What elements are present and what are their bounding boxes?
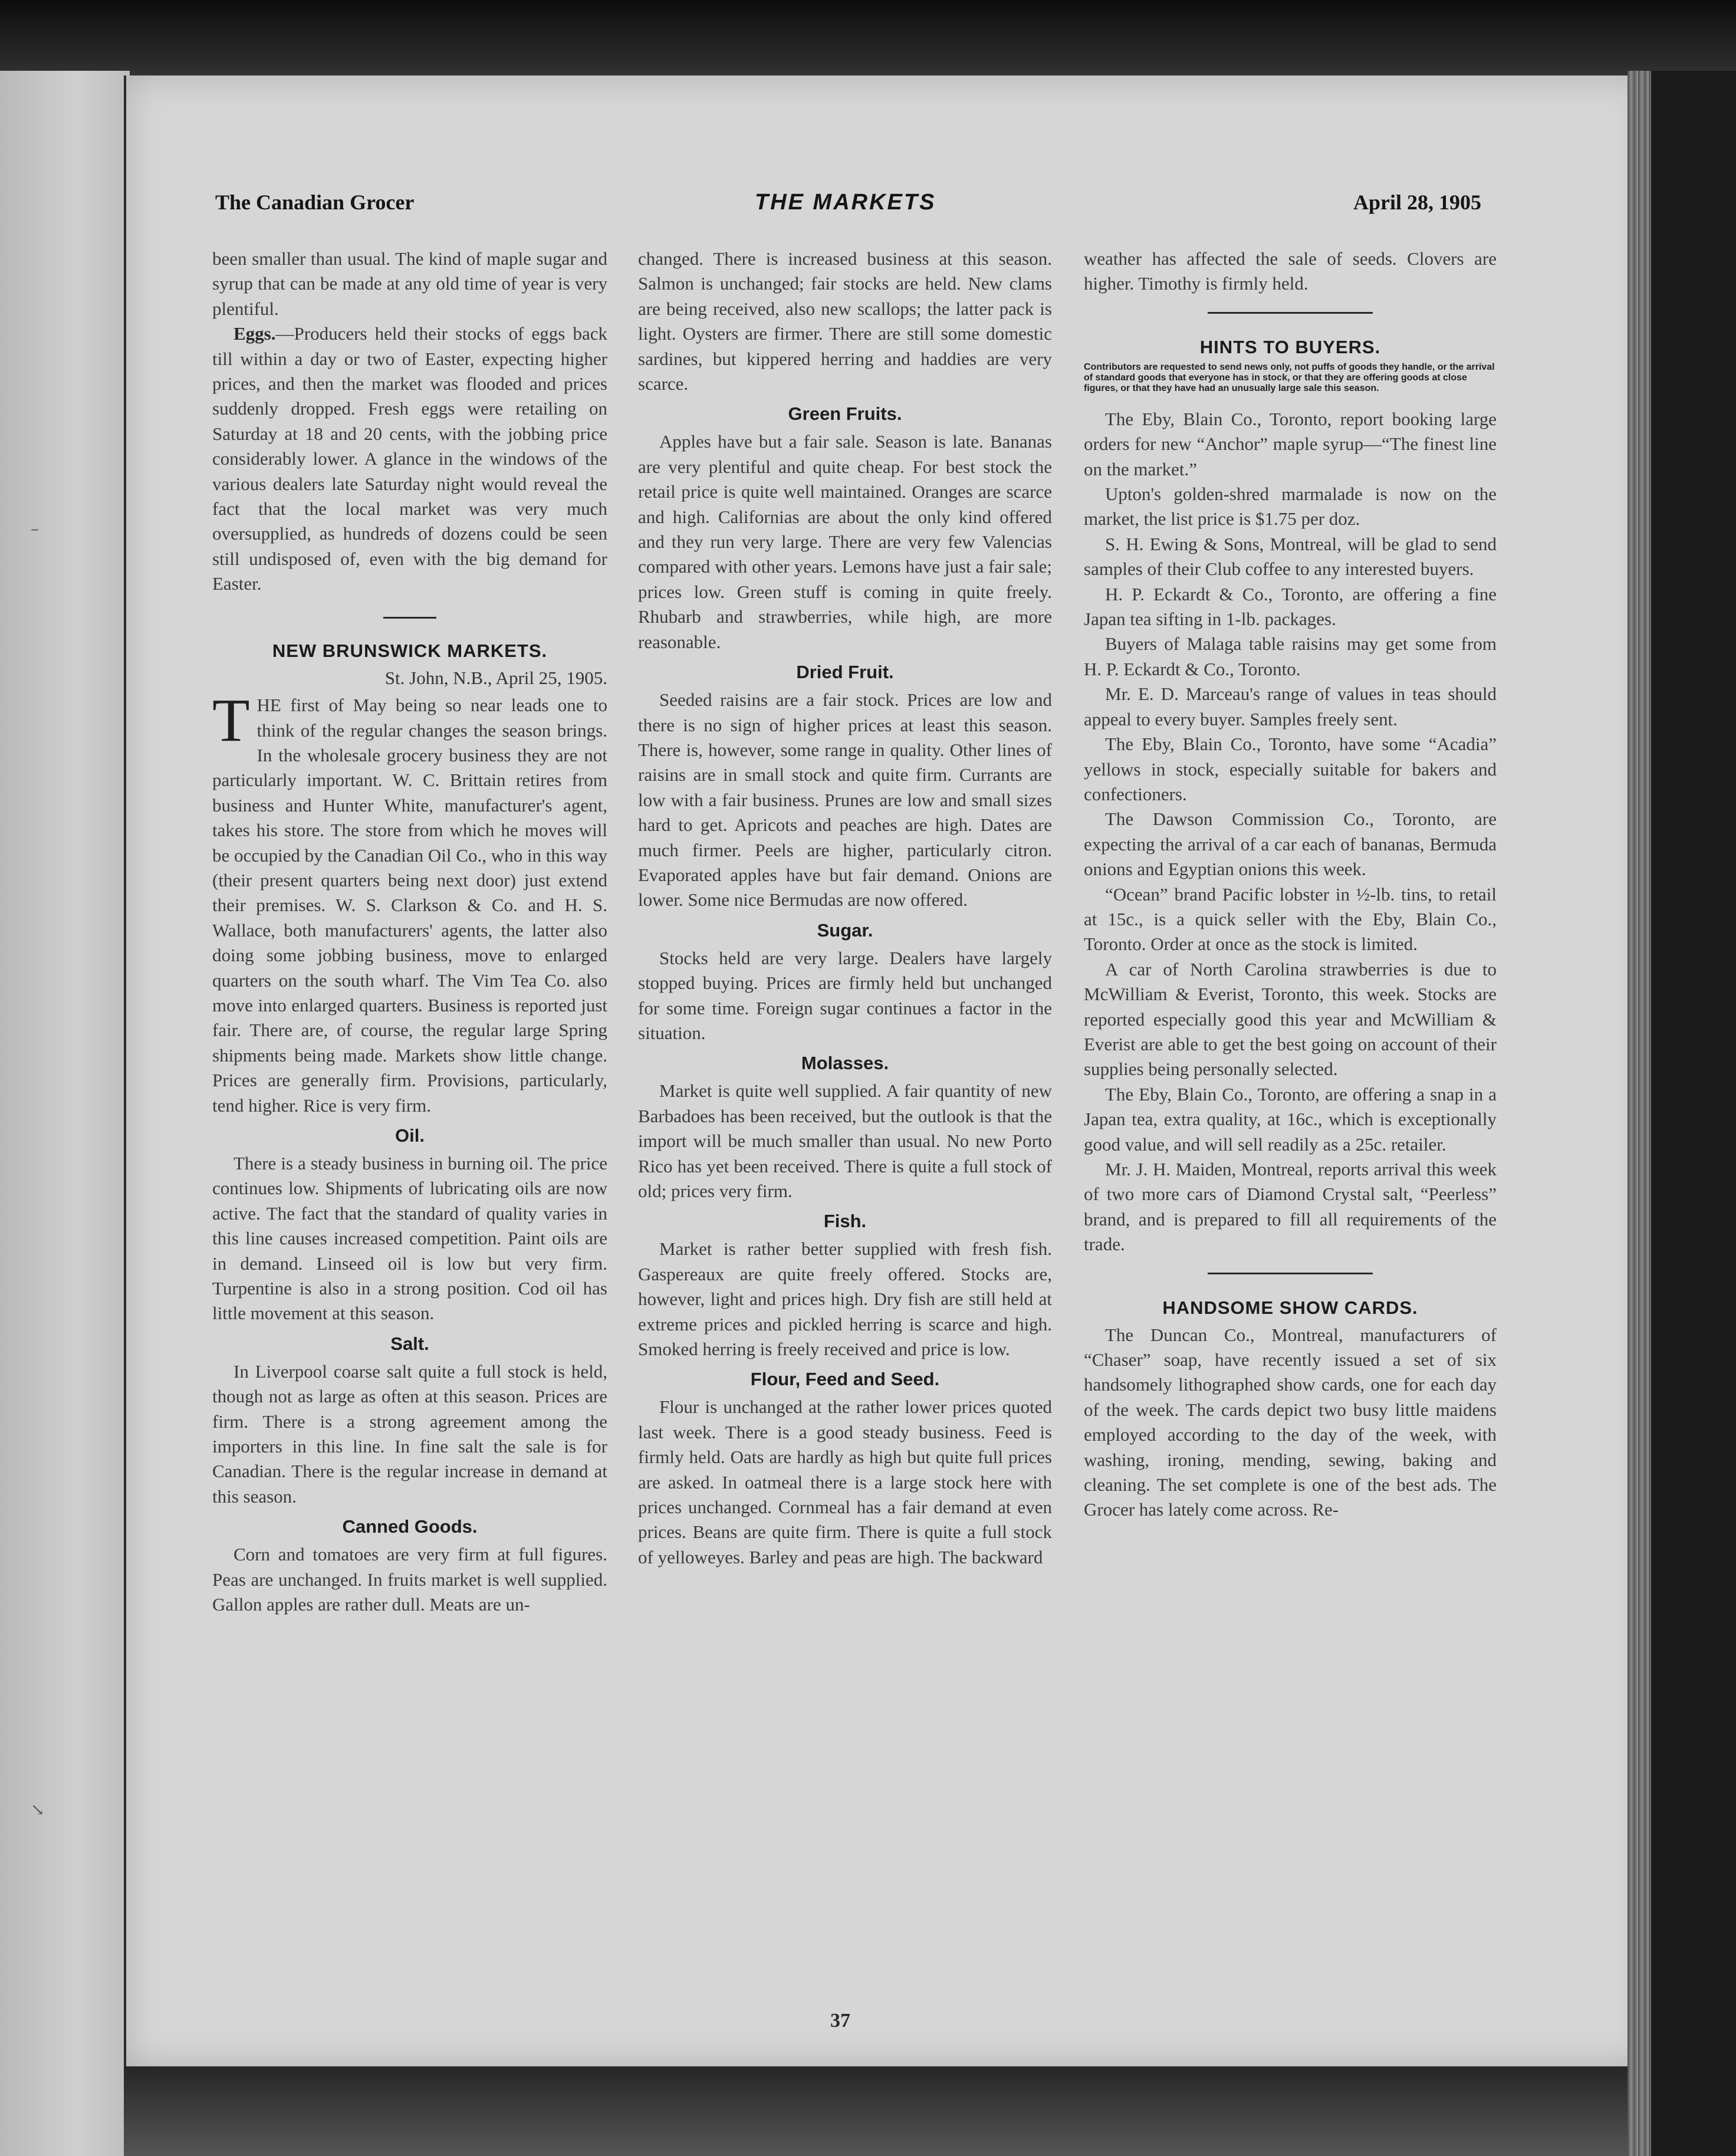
- hint-item: A car of North Carolina strawberries is due to McWilliam & Everist, Toronto, this week. Stocks are reported especially good this year and McWilliam & Everist are able to get the best going on account of their supplies being personally selected.: [1084, 958, 1497, 1080]
- hint-item: Buyers of Malaga table raisins may get some from H. P. Eckardt & Co., Toronto.: [1084, 633, 1497, 679]
- subheading: Dried Fruit.: [796, 662, 894, 683]
- hint-item: “Ocean” brand Pacific lobster in ½-lb. tins, to retail at 15c., is a quick seller with the Eby, Blain Co., Toronto. Order at once as the stock is limited.: [1084, 883, 1497, 955]
- article-title: HINTS TO BUYERS.: [1199, 336, 1381, 357]
- subheading: Canned Goods.: [342, 1516, 478, 1537]
- lead-word: Eggs.: [234, 323, 276, 344]
- issue-date: April 28, 1905: [1353, 190, 1482, 214]
- paragraph: The Duncan Co., Montreal, manufacturers of “Chaser” soap, have recently issued a set of six handsomely lithographed show cards, one for each day of the week. The cards depict two busy little maidens employed according to the day of the week, with washing, ironing, mending, sewing, baking and cleaning. The set complete is one of the best ads. The Grocer has lately come across. Re-: [1084, 1324, 1497, 1520]
- article-title: NEW BRUNSWICK MARKETS.: [272, 640, 548, 661]
- paragraph: been smaller than usual. The kind of maple sugar and syrup that can be made at any old time of year is very plentiful.: [212, 248, 607, 319]
- hint-item: Mr. J. H. Maiden, Montreal, reports arrival this week of two more cars of Diamond Crystal salt, “Peerless” brand, and is prepared to fill all requirements of the trade.: [1084, 1159, 1497, 1255]
- column-2: [638, 247, 1052, 1570]
- page-number: 37: [830, 2010, 850, 2032]
- scan-bottom-shadow: [124, 2066, 1645, 2156]
- paragraph: Apples have but a fair sale. Season is late. Bananas are very plentiful and quite cheap. For best stock the retail price is quite well maintained. Oranges are scarce and high. Californias are about the only kind offered and they run very large. There are very few Valencias compared with other years. Lemons have just a fair sale; prices low. Green stuff is coming in quite freely. Rhubarb and strawberries, while high, are more reasonable.: [638, 431, 1052, 652]
- paragraph: Corn and tomatoes are very firm at full figures. Peas are unchanged. In fruits market is well supplied. Gallon apples are rather dull. Meats are un-: [212, 1544, 607, 1615]
- paragraph: Stocks held are very large. Dealers have largely stopped buying. Prices are firmly held but unchanged for some time. Foreign sugar continues a factor in the situation.: [638, 947, 1052, 1043]
- paragraph: Seeded raisins are a fair stock. Prices are low and there is no sign of higher prices at least this season. There is, however, some range in quality. Other lines of raisins are in small stock and quite firm. Currants are low with a fair business. Prunes are low and small sizes hard to get. Apricots and peaches are high. Dates are much firmer. Peels are higher, particularly citron. Evaporated apples have but fair demand. Onions are lower. Some nice Bermudas are now offered.: [638, 689, 1052, 911]
- subheading: Salt.: [390, 1333, 429, 1354]
- hint-item: The Eby, Blain Co., Toronto, report booking large orders for new “Anchor” maple syrup—“The finest line on the market.”: [1084, 408, 1497, 479]
- divider: [1208, 1273, 1373, 1274]
- paragraph-text: HE first of May being so near leads one to think of the regular changes the season brings. In the wholesale grocery business they are not particularly important. W. C. Brittain retires from business and Hunter White, manufacturer's agent, takes his store. The store from which he moves will be occupied by the Canadian Oil Co., who in this way (their present quarters being next door) just extend their premises. W. S. Clarkson & Co. and H. S. Wallace, both manufacturers' agents, the latter also doing some jobbing business, move to enlarged quarters on the south wharf. The Vim Tea Co. also move into enlarged quarters. Business is reported just fair. There are, of course, the regular large Spring shipments being made. Markets show little change. Prices are generally firm. Provisions, particularly, tend higher. Rice is very firm.: [212, 695, 607, 1116]
- subheading: Sugar.: [817, 919, 873, 941]
- paragraph: Flour is unchanged at the rather lower prices quoted last week. There is a good steady business. Feed is firmly held. Oats are hardly as high but quite full prices are asked. In oatmeal there is a large stock here with prices unchanged. Cornmeal has a fair demand at even prices. Beans are quite firm. There is quite a full stock of yelloweyes. Barley and peas are high. The backward: [638, 1396, 1052, 1567]
- hints-list: [1084, 407, 1497, 1257]
- hint-item: The Eby, Blain Co., Toronto, are offering a snap in a Japan tea, extra quality, at 16c., which is exceptionally good value, and will sell readily as a 25c. retailer.: [1084, 1083, 1497, 1155]
- paragraph: [212, 321, 607, 596]
- paragraph: Market is quite well supplied. A fair quantity of new Barbadoes has been received, but the outlook is that the import will be much smaller than usual. No new Porto Rico has yet been received. There is quite a full stock of old; prices very firm.: [638, 1080, 1052, 1201]
- subheading: Molasses.: [801, 1053, 889, 1074]
- paragraph-text: —Producers held their stocks of eggs back till within a day or two of Easter, expecting higher prices, and then the market was flooded and prices suddenly dropped. Fresh eggs were retailing on Saturday at 18 and 20 cents, with the jobbing price considerably lower. A glance in the windows of the various dealers late Saturday night would reveal the fact that the local market was very much oversupplied, as hundreds of dozens could be seen still undisposed of, even with the big demand for Easter.: [212, 323, 607, 594]
- subheading: Flour, Feed and Seed.: [750, 1369, 940, 1390]
- divider: [383, 617, 436, 619]
- subheading: Green Fruits.: [788, 403, 902, 425]
- paragraph: Market is rather better supplied with fresh fish. Gaspereaux are quite freely offered. Stocks are, however, light and prices high. Dry fish are still held at extreme prices and pickled herring is scarce and high. Smoked herring is freely received and price is low.: [638, 1238, 1052, 1360]
- editorial-note: Contributors are requested to send news only, not puffs of goods they handle, or the arrival of standard goods that everyone has in stock, or that they are offering goods at close figures, or that they have had an unusually large sale this season.: [1084, 361, 1495, 393]
- hint-item: H. P. Eckardt & Co., Toronto, are offering a fine Japan tea sifting in 1-lb. packages.: [1084, 583, 1497, 630]
- paragraph: [212, 686, 607, 1118]
- subheading: Fish.: [823, 1211, 867, 1232]
- subheading: Oil.: [395, 1125, 425, 1146]
- margin-mark: –: [31, 519, 39, 538]
- paragraph: changed. There is increased business at this season. Salmon is unchanged; fair stocks are held. New clams are being received, also new scallops; the latter pack is light. Oysters are firmer. There are still some domestic sardines, but kippered herring and haddies are very scarce.: [638, 248, 1052, 395]
- hint-item: The Eby, Blain Co., Toronto, have some “Acadia” yellows in stock, especially suitable for bakers and confectioners.: [1084, 734, 1497, 804]
- divider: [1208, 312, 1373, 314]
- drop-cap: T: [212, 686, 250, 755]
- article-title: HANDSOME SHOW CARDS.: [1162, 1297, 1418, 1318]
- column-3: [1084, 247, 1497, 1523]
- hint-item: S. H. Ewing & Sons, Montreal, will be glad to send samples of their Club coffee to any interested buyers.: [1084, 533, 1497, 580]
- book-spine-edge: [1628, 71, 1736, 2156]
- publication-name: The Canadian Grocer: [215, 190, 415, 214]
- hint-item: Upton's golden-shred marmalade is now on the market, the list price is $1.75 per doz.: [1084, 484, 1497, 530]
- dateline: St. John, N.B., April 25, 1905.: [384, 667, 607, 688]
- section-title: THE MARKETS: [755, 190, 936, 215]
- left-margin: [0, 71, 130, 2156]
- paragraph: weather has affected the sale of seeds. Clovers are higher. Timothy is firmly held.: [1084, 248, 1497, 294]
- hint-item: Mr. E. D. Marceau's range of values in teas should appeal to every buyer. Samples freely sent.: [1084, 683, 1497, 729]
- hint-item: The Dawson Commission Co., Toronto, are expecting the arrival of a car each of bananas, Bermuda onions and Egyptian onions this week.: [1084, 808, 1497, 880]
- paragraph: In Liverpool coarse salt quite a full stock is held, though not as large as often at this season. Prices are firm. There is a strong agreement among the importers in this line. In fine salt the sale is for Canadian. There is the regular increase in demand at this season.: [212, 1360, 607, 1507]
- paragraph: There is a steady business in burning oil. The price continues low. Shipments of lubricating oils are now active. The fact that the standard of quality varies in this line causes increased competition. Paint oils are in demand. Linseed oil is low but very firm. Turpentine is also in a strong position. Cod oil has little movement at this season.: [212, 1153, 607, 1324]
- column-1: [212, 247, 607, 1618]
- margin-mark: ↘: [31, 1800, 45, 1819]
